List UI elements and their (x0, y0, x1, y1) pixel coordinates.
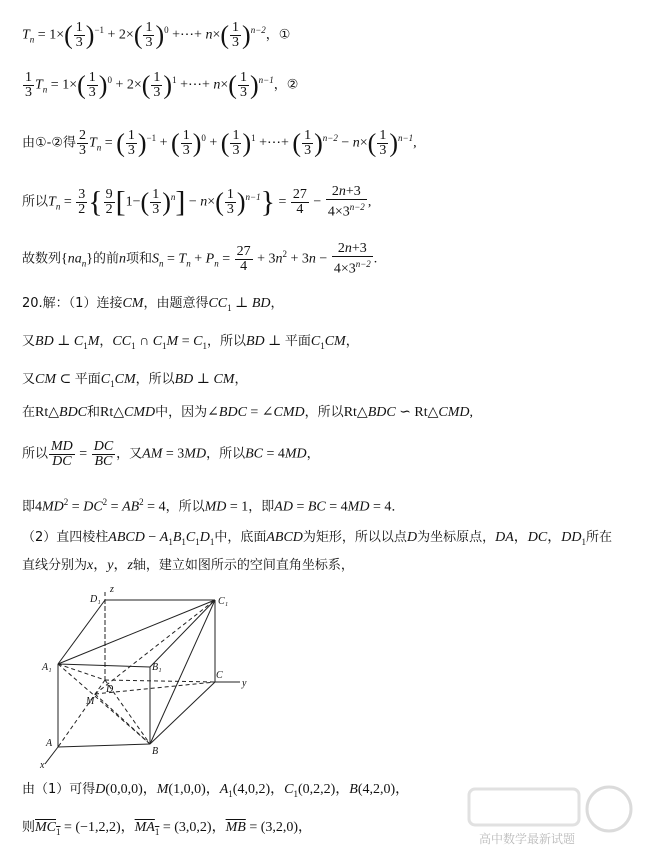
text-p22-a: 又 (22, 372, 36, 387)
text-p28-a: 由（1）可得 (22, 782, 96, 797)
label-eq2: ，② (273, 77, 299, 93)
watermark-logo (459, 781, 639, 851)
axis-z-label: z (110, 584, 114, 595)
line-part2: （2）直四棱柱ABCD − $A_1B_1C_1D_1$中，底面ABCD为矩形，所以以点D为坐标原点，DA，DC，$DD_1$所在 (22, 530, 612, 547)
text-p21-c: ，所以 (206, 334, 246, 349)
line-lengths: 即$4MD^2 = DC^2 = AB^2 = 4$，所以MD = 1，即AD = BC = 4MD = 4． (22, 497, 405, 515)
text-p26-d: 为坐标原点， (417, 530, 496, 545)
label-c: C (216, 670, 223, 681)
text-p25-b: ，所以 (165, 499, 205, 515)
text-p26-e: 所在 (585, 530, 612, 545)
equation-subtract: 由①-②得 $\frac{2}{3}$ $T_n$ = ( $\frac{1}{3}$ )$^{-1}$ + ( $\frac{1}{3}$ )$^0$ + ( $\frac{1}{3}$ )$^1$ +⋯+ ( $\frac{1}{3}$ )$^{n-2}$ − n×( $\frac{1}{3}$ )$^{n-1}$, (22, 127, 417, 158)
text-p26-a: （2）直四棱柱 (22, 530, 109, 545)
text-p24-d: ， (306, 446, 320, 462)
label-d1: D₁ (90, 594, 101, 605)
text-p23-d: ，所以 (304, 405, 344, 420)
line-ratio: 所以 $\frac{MD}{DC}$ = $\frac{DC}{BC}$ ，又AM = 3MD，所以BC = 4MD， (22, 439, 320, 469)
equation-tn: $T_n = 1\times$( $\frac{1}{3}$ )$^{-1}$ + 2×( $\frac{1}{3}$ )$^0$ +⋯+ n×( $\frac{1}{3}$ )$^{n-2}$，① (22, 19, 291, 50)
axis-x-label: x (40, 760, 45, 771)
text-p22-d: ， (234, 372, 248, 387)
text-p25-d: ． (391, 499, 405, 515)
text-p21-e: ， (345, 334, 359, 349)
label-b: B (152, 746, 159, 757)
equation-third-tn: $\frac{1}{3}$ $T_n = 1\times$( $\frac{1}{3}$ )$^0$ + 2×( $\frac{1}{3}$ )$^1$ +⋯+ n×( $\frac{1}{3}$ )$^{n-1}$，② (25, 69, 299, 100)
line-subset: 又CM ⊂ 平面$C_1CM$，所以BD ⊥ CM， (22, 372, 248, 389)
line-similar-triangles: 在Rt△BDC和Rt△CMD中，因为∠BDC = ∠CMD，所以Rt△BDC ∽ Rt△CMD, (22, 405, 474, 420)
text-p26-b: 中，底面 (214, 530, 267, 545)
text-therefore: 所以 (22, 194, 49, 210)
text-p20-c: ， (270, 296, 284, 311)
text-p29-a: 则 (22, 820, 36, 835)
text-sum: 项和 (126, 251, 153, 267)
text-p26-c: 为矩形，所以以点 (302, 530, 407, 545)
line-vectors: 则$\overline{MC}_1 = (-1,2,2)$，$\overline{MA}_1 = (3,0,2)$，$\overline{MB} = (3,2,0)$， (22, 820, 313, 837)
watermark-graphic (459, 781, 639, 851)
text-p20-b: ，由题意得 (143, 296, 209, 311)
text-p25-a: 即 (22, 499, 36, 515)
equation-tn-result: 所以$T_n$ = $\frac{3}{2}$ { $\frac{9}{2}$ [1−( $\frac{1}{3}$ )$^n$] − n×( $\frac{1}{3}$ )$^{n-1}$} = $\frac{27}{4}$ − $\frac{2n+3}{4\times 3^{n-2}}$ , (22, 184, 372, 220)
text-p25-c: ，即 (248, 499, 275, 515)
line-perpendicular: 又BD ⊥ $C_1M$，$CC_1$ ∩ $C_1M = C_1$，所以BD ⊥ 平面$C_1CM$， (22, 334, 359, 351)
problem-20-start: 20.解：（1）连接CM，由题意得$CC_1$ ⊥ BD， (22, 296, 284, 313)
equation-sn: 故数列$\{na_n\}$的前n项和$S_n = T_n + P_n$ = $\frac{27}{4}$ + $3n^2 + 3n$ − $\frac{2n+3}{4\times 3^{n-2}}$ . (22, 241, 378, 277)
label-b1: B₁ (152, 662, 162, 673)
text-p22-b: 平面 (74, 372, 101, 387)
text-p21-d: 平面 (284, 334, 311, 349)
text-p22-c: ，所以 (135, 372, 175, 387)
label-m: M (86, 696, 95, 707)
line-axes: 直线分别为x，y，z轴，建立如图所示的空间直角坐标系， (22, 558, 354, 573)
label-c1: C₁ (218, 596, 229, 607)
label-a: A (46, 738, 53, 749)
text-p24-c: ，所以 (206, 446, 246, 462)
text-p21-b: ， (99, 334, 113, 349)
label-eq1: ，① (265, 27, 291, 43)
text-p23-c: 中，因为 (155, 405, 208, 420)
text-p20-a: 20.解：（1）连接 (22, 296, 123, 311)
text-p21-a: 又 (22, 334, 36, 349)
text-p27: 直线分别为 (22, 558, 88, 573)
text-p27-b: 轴，建立如图所示的空间直角坐标系， (132, 558, 354, 573)
label-d: D (106, 684, 114, 695)
prism-figure (30, 582, 270, 772)
line-coordinates: 由（1）可得D(0,0,0)，M(1,0,0)，$A_1(4,0,2)$，$C_1(0,2,2)$，B(4,2,0)， (22, 782, 410, 799)
text-subtract-intro: 由①-②得 (22, 135, 76, 151)
text-p23-a: 在 (22, 405, 36, 420)
text-front: 的前 (92, 251, 119, 267)
text-sequence: 故数列 (22, 251, 62, 267)
axis-y-label: y (242, 678, 247, 689)
text-p24-a: 所以 (22, 446, 49, 462)
watermark-text: 高中数学最新试题 (479, 832, 576, 846)
text-p23-b: 和 (87, 405, 101, 420)
label-a1: A₁ (42, 662, 52, 673)
text-p24-b: ，又 (116, 446, 143, 462)
